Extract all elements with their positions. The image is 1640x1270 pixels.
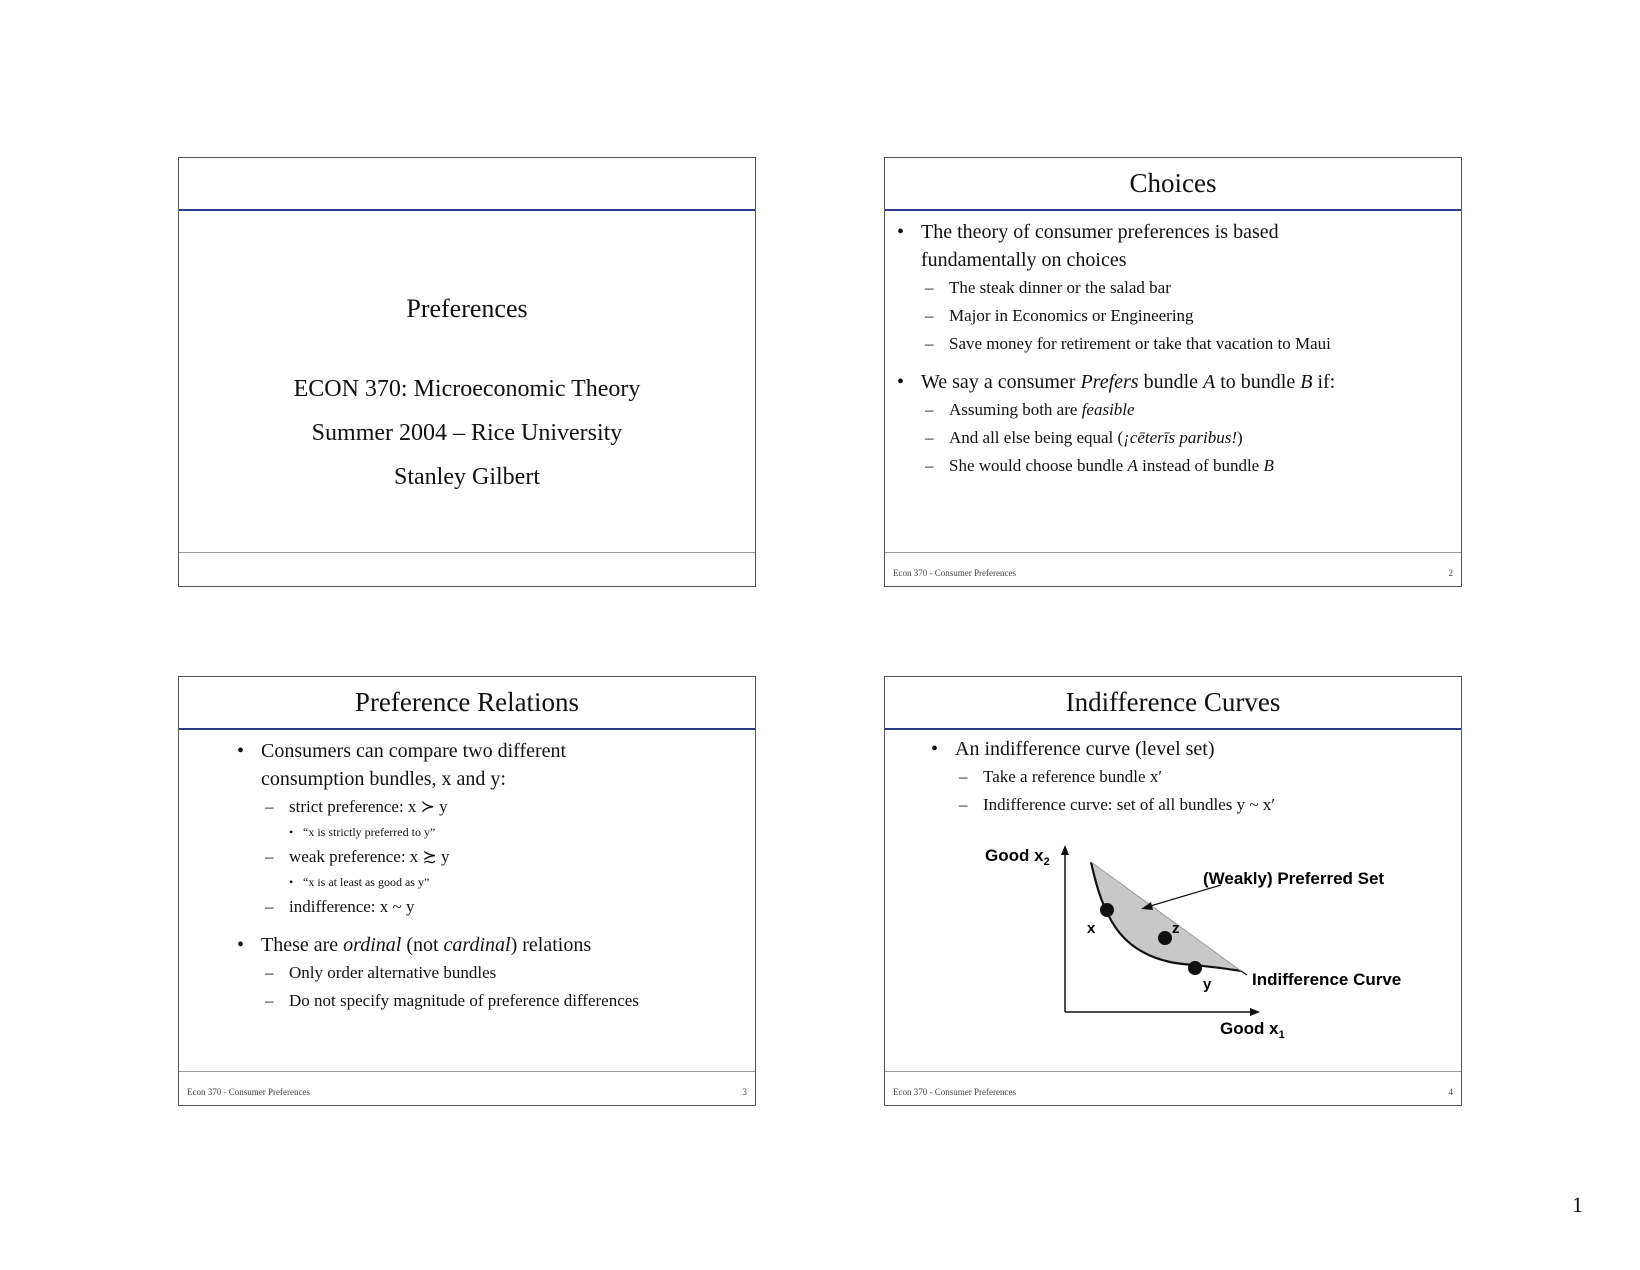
slide-2-bullets	[897, 218, 1335, 480]
slide-1-title: Preferences	[406, 294, 528, 323]
sub-bullet: – She would choose bundle A instead of bundle B	[925, 456, 1274, 475]
bullet-item-continued: consumption bundles, x and y:	[261, 768, 506, 790]
sub-bullet: – Only order alternative bundles	[265, 963, 497, 982]
sub-bullet: – Major in Economics or Engineering	[925, 306, 1194, 325]
sub-bullet: – Assuming both are feasible	[925, 400, 1135, 419]
slide-4-number: 4	[1448, 1087, 1453, 1097]
slide-4-footer: Econ 370 - Consumer Preferences	[893, 1087, 1016, 1097]
x-axis-arrow	[1250, 1008, 1260, 1016]
point-y	[1188, 961, 1202, 975]
slide-4-title: Indifference Curves	[885, 677, 1461, 730]
slide-3-footer-line	[179, 1071, 755, 1072]
indifference-curve-label: Indifference Curve	[1252, 970, 1402, 989]
course-author: Stanley Gilbert	[394, 464, 540, 490]
sub-bullet: – Indifference curve: set of all bundles y ~ x′	[959, 795, 1276, 814]
sub-bullet: – The steak dinner or the salad bar	[925, 278, 1171, 297]
y-axis-label: Good $x_2$	[985, 846, 1050, 868]
slide-3-footer: Econ 370 - Consumer Preferences	[187, 1087, 310, 1097]
slide-3-number: 3	[742, 1087, 747, 1097]
slide-2	[884, 157, 1462, 587]
bullet-item: • We say a consumer Prefers bundle A to bundle B if:	[897, 371, 1336, 393]
sub-sub-bullet: • “x is at least as good as y”	[289, 875, 430, 889]
slide-2-title: Choices	[885, 158, 1461, 211]
sub-bullet: – strict preference: x ≻ y	[265, 797, 448, 816]
slide-2-number: 2	[1448, 568, 1453, 578]
curve-label-leader	[1241, 971, 1247, 975]
slide-1-footer-line	[179, 552, 755, 553]
slide-3-title: Preference Relations	[179, 677, 755, 730]
slide-1	[178, 157, 756, 587]
slide-2-footer: Econ 370 - Consumer Preferences	[893, 568, 1016, 578]
bullet-item: • The theory of consumer preferences is based	[897, 221, 1279, 243]
preferred-set-label: (Weakly) Preferred Set	[1203, 869, 1385, 888]
sub-bullet: – And all else being equal (¡cēterīs paribus!)	[925, 428, 1243, 447]
slide-1-title-bar	[179, 158, 755, 211]
page-number: 1	[1572, 1192, 1583, 1217]
bullet-item-continued: fundamentally on choices	[921, 249, 1127, 271]
bullet-item: • These are ordinal (not cardinal) relations	[237, 934, 592, 956]
sub-bullet: – weak preference: x ≿ y	[265, 847, 450, 866]
slide-2-footer-line	[885, 552, 1461, 553]
sub-sub-bullet: • “x is strictly preferred to y”	[289, 825, 436, 839]
point-z-label: z	[1172, 920, 1180, 937]
point-x	[1100, 903, 1114, 917]
sub-bullet: – Save money for retirement or take that vacation to Maui	[925, 334, 1331, 353]
bullet-item: • An indifference curve (level set)	[931, 738, 1215, 760]
bullet-item: • Consumers can compare two different	[237, 740, 567, 762]
x-axis-label: Good $x_1$	[1220, 1019, 1285, 1041]
point-x-label: x	[1087, 920, 1096, 937]
point-y-label: y	[1203, 976, 1212, 993]
indifference-curve-diagram	[885, 817, 1463, 1077]
slide-4	[884, 676, 1462, 1106]
course-name: ECON 370: Microeconomic Theory	[293, 376, 641, 402]
sub-bullet: – Do not specify magnitude of preference differences	[265, 991, 639, 1010]
point-z	[1158, 931, 1172, 945]
slide-3	[178, 676, 756, 1106]
course-term: Summer 2004 – Rice University	[311, 420, 623, 446]
preferred-set-arrow	[1147, 885, 1221, 907]
slide-3-bullets	[237, 737, 639, 1015]
slide-4-bullets	[931, 735, 1275, 819]
sub-bullet: – indifference: x ~ y	[265, 897, 415, 916]
y-axis-arrow	[1061, 845, 1069, 855]
slide-4-footer-line	[885, 1071, 1461, 1072]
sub-bullet: – Take a reference bundle x′	[959, 767, 1163, 786]
